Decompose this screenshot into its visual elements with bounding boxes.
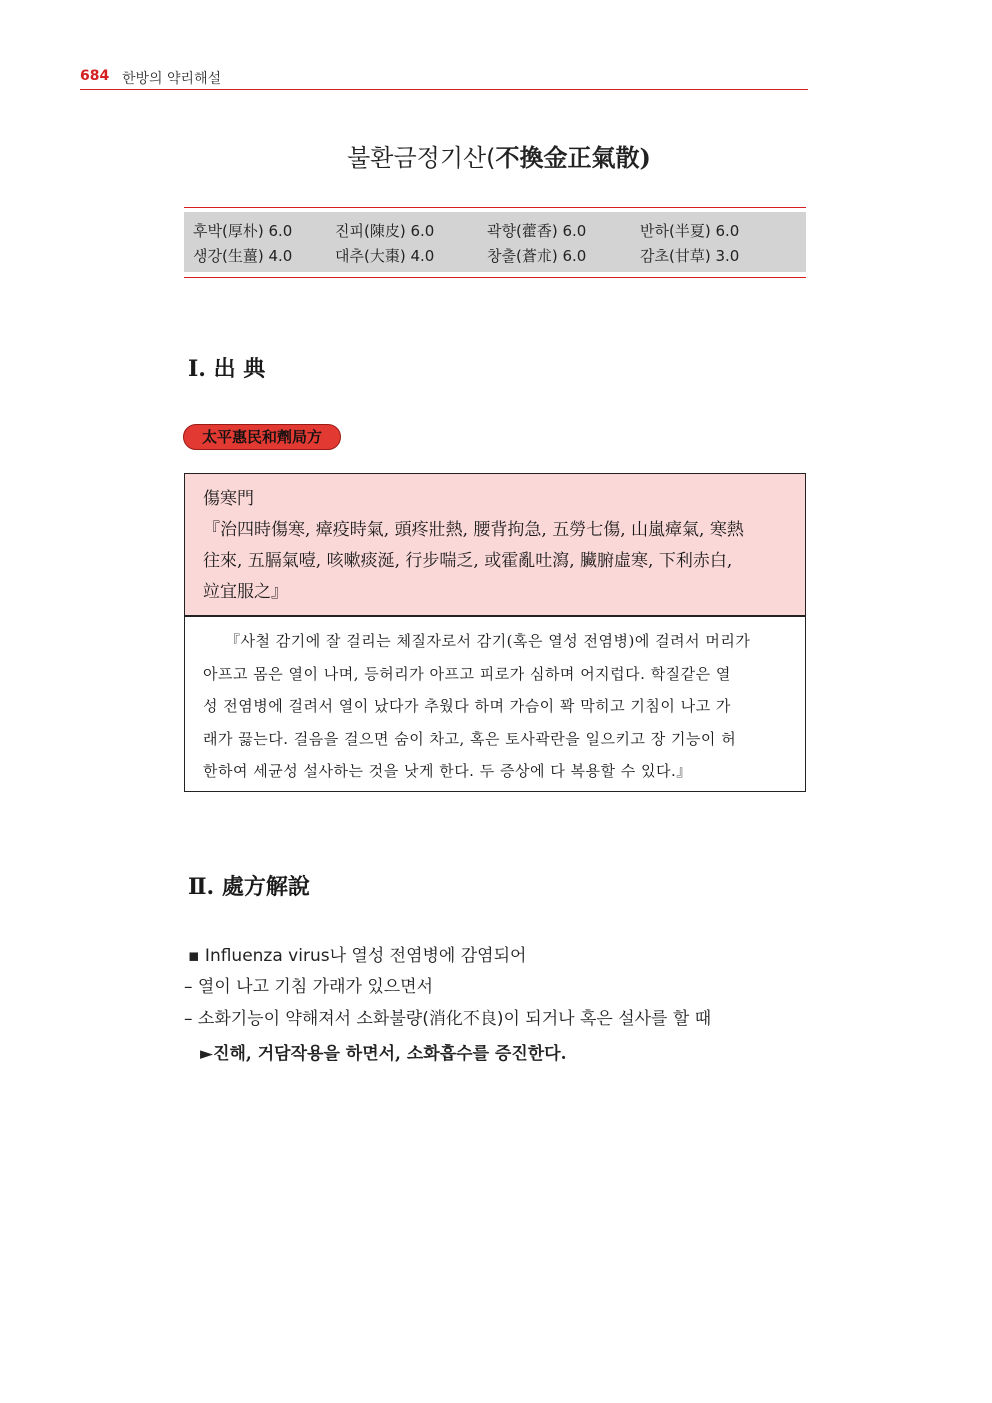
translation-line: 『사철 감기에 잘 걸리는 체질자로서 감기(혹은 열성 전염병)에 걸려서 머리가 (225, 632, 751, 650)
translation-line: 한하여 세균성 설사하는 것을 낫게 한다. 두 증상에 다 복용할 수 있다.』 (203, 762, 692, 780)
ingredient-item: 반하(半夏) 6.0 (640, 222, 740, 240)
translation-line: 아프고 몸은 열이 나며, 등허리가 아프고 피로가 심하며 어지럽다. 학질같은 열 (203, 664, 731, 683)
classical-text-line: 傷寒門 (203, 489, 254, 509)
running-header-title: 한방의 약리해설 (122, 71, 222, 87)
header-rule (80, 89, 808, 90)
section-heading-source: Ⅰ. 出 典 (188, 356, 266, 382)
source-badge: 太平惠民和劑局方 (183, 424, 341, 450)
explanation-item: – 소화기능이 약해져서 소화불량(消化不良)이 되거나 혹은 설사를 할 때 (184, 1009, 712, 1029)
ingredient-item: 생강(生薑) 4.0 (193, 247, 293, 265)
classical-text-box (184, 473, 806, 616)
translation-line: 성 전염병에 걸려서 열이 났다가 추웠다 하며 가슴이 꽉 막히고 기침이 나고 가 (203, 697, 731, 715)
page-number: 684 (80, 68, 110, 84)
explanation-item: – 열이 나고 기침 가래가 있으면서 (184, 977, 434, 997)
ingredient-item: 창출(蒼朮) 6.0 (487, 247, 587, 265)
ingredient-item: 곽향(藿香) 6.0 (487, 222, 587, 240)
section-heading-explanation: Ⅱ. 處方解說 (188, 874, 310, 900)
formula-title (0, 138, 992, 173)
translation-box (184, 616, 806, 792)
ingredient-item: 대추(大棗) 4.0 (335, 247, 435, 265)
ingredients-bottom-rule (184, 277, 806, 278)
ingredient-item: 후박(厚朴) 6.0 (193, 222, 293, 240)
formula-name-hanja: 不換金正氣散) (495, 143, 651, 172)
classical-text-line: 『治四時傷寒, 瘴疫時氣, 頭疼壯熱, 腰背拘急, 五勞七傷, 山嵐瘴氣, 寒熱 (203, 520, 744, 540)
ingredients-table (184, 212, 806, 272)
ingredients-top-rule (184, 207, 806, 208)
explanation-item: ▪ Influenza virus나 열성 전염병에 감염되어 (188, 946, 527, 966)
classical-text-line: 竝宜服之』 (203, 582, 288, 602)
translation-line: 래가 끓는다. 걸음을 걸으면 숨이 차고, 혹은 토사곽란을 일으키고 장 기능이 허 (203, 729, 737, 748)
explanation-conclusion: ►진해, 거담작용을 하면서, 소화흡수를 증진한다. (200, 1044, 567, 1064)
classical-text-line: 往來, 五膈氣噎, 咳嗽痰涎, 行步喘乏, 或霍亂吐瀉, 臟腑虛寒, 下利赤白, (203, 551, 733, 571)
ingredient-item: 진피(陳皮) 6.0 (335, 222, 435, 240)
formula-name-korean: 불환금정기산( (347, 144, 496, 172)
ingredient-item: 감초(甘草) 3.0 (640, 247, 740, 265)
